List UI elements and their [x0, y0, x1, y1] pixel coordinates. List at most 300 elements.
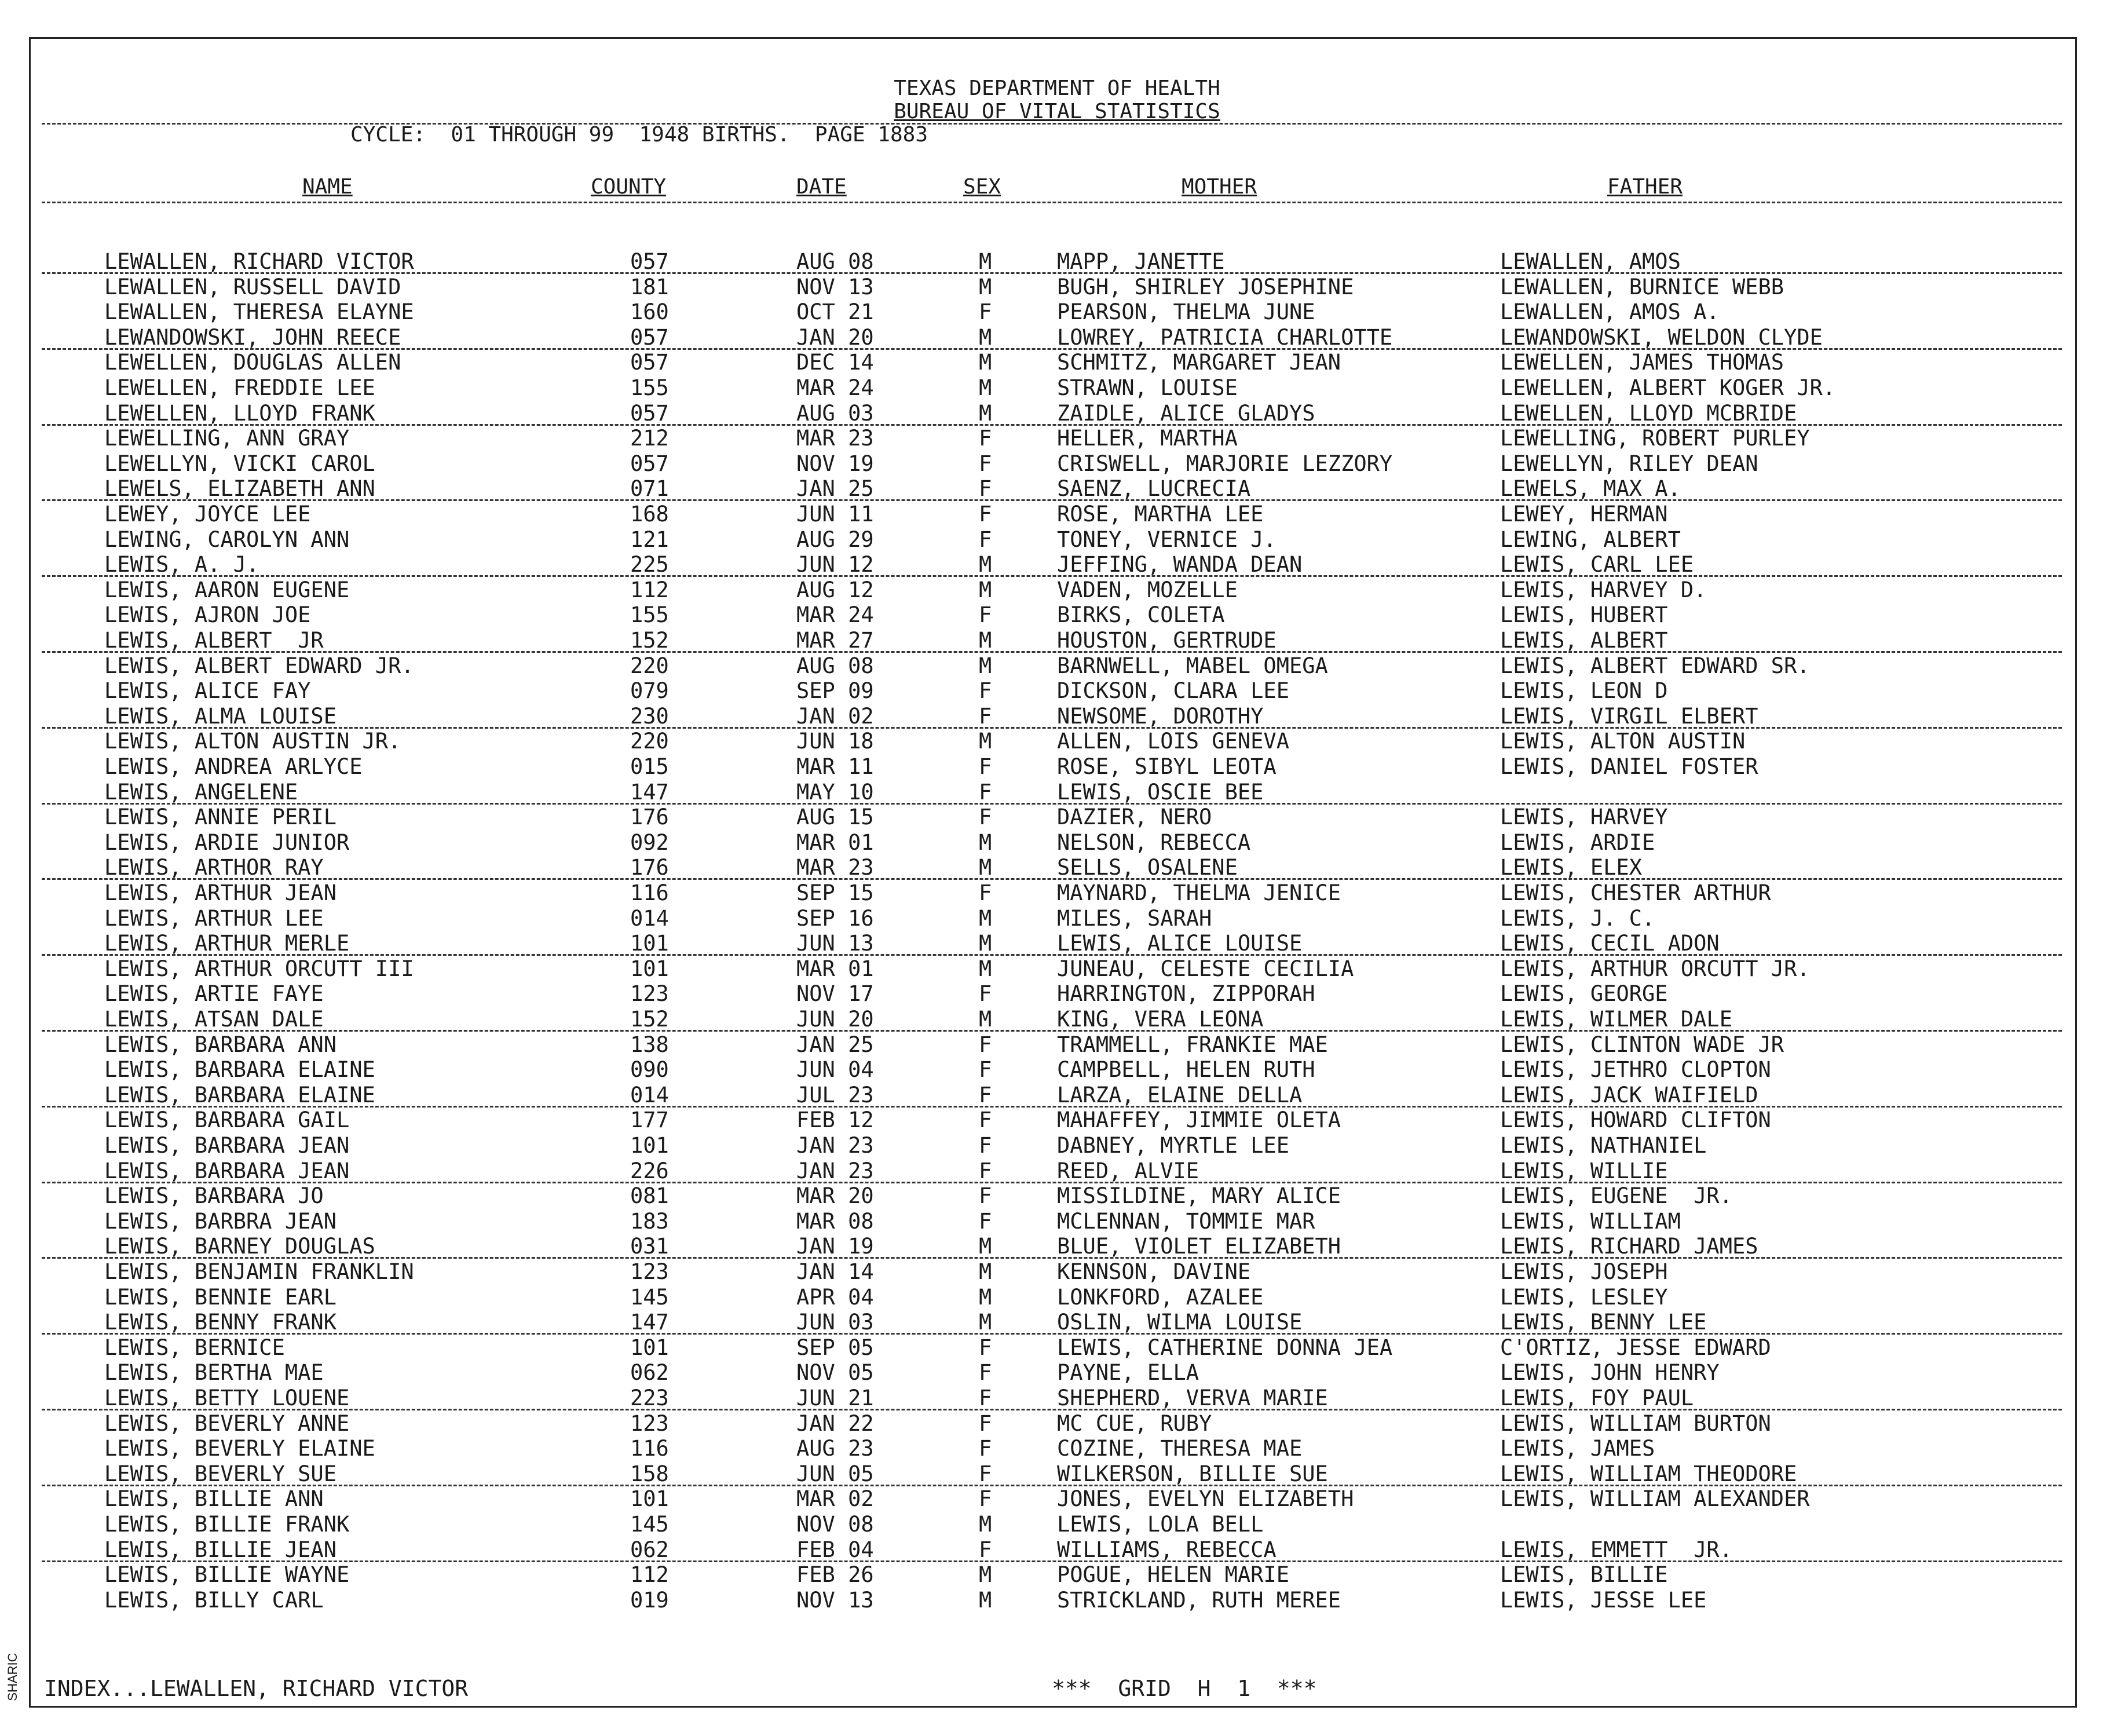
cell-sex: M — [979, 375, 992, 400]
cell-name: LEWIS, BILLIE WAYNE — [104, 1562, 350, 1588]
table-row — [0, 704, 2114, 729]
cell-father: LEWIS, DANIEL FOSTER — [1500, 754, 1758, 779]
cell-sex: F — [979, 476, 992, 502]
cell-date: DEC 14 — [796, 350, 874, 375]
cell-county: 112 — [630, 1562, 669, 1588]
cell-father: LEWIS, HUBERT — [1500, 602, 1668, 628]
cell-name: LEWIS, BARBARA ELAINE — [104, 1082, 375, 1108]
cell-sex: M — [979, 274, 992, 299]
cell-sex: F — [979, 981, 992, 1007]
cell-county: 158 — [630, 1461, 669, 1486]
cell-county: 014 — [630, 905, 669, 931]
cell-name: LEWIS, AARON EUGENE — [104, 577, 350, 602]
table-row — [0, 527, 2114, 553]
cell-date: SEP 15 — [796, 880, 874, 905]
cell-mother: LEWIS, LOLA BELL — [1057, 1512, 1264, 1537]
cell-mother: KENNSON, DAVINE — [1057, 1259, 1251, 1284]
cell-mother: BUGH, SHIRLEY JOSEPHINE — [1057, 274, 1354, 299]
cell-name: LEWIS, ALICE FAY — [104, 678, 311, 704]
cell-date: MAR 11 — [796, 754, 874, 779]
table-row — [0, 1411, 2114, 1437]
table-row — [0, 552, 2114, 578]
cell-father: LEWALLEN, AMOS A. — [1500, 299, 1720, 325]
cell-sex: F — [979, 1486, 992, 1512]
column-header-mother: MOTHER — [1182, 175, 1257, 199]
cell-mother: DAZIER, NERO — [1057, 805, 1212, 830]
column-header-name: NAME — [302, 175, 353, 199]
cell-date: JAN 14 — [796, 1259, 874, 1284]
table-row — [0, 880, 2114, 906]
cell-county: 081 — [630, 1183, 669, 1209]
table-row — [0, 1133, 2114, 1158]
cell-father: LEWEY, HERMAN — [1500, 502, 1668, 527]
table-row — [0, 426, 2114, 451]
cell-name: LEWIS, BEVERLY SUE — [104, 1461, 337, 1486]
cell-name: LEWIS, BARBARA GAIL — [104, 1108, 350, 1133]
table-row — [0, 1562, 2114, 1588]
cell-county: 092 — [630, 829, 669, 855]
cell-county: 226 — [630, 1158, 669, 1183]
cell-mother: OSLIN, WILMA LOUISE — [1057, 1310, 1303, 1335]
cell-father: LEWANDOWSKI, WELDON CLYDE — [1500, 324, 1823, 350]
cell-date: AUG 12 — [796, 577, 874, 602]
cell-mother: HOUSTON, GERTRUDE — [1057, 628, 1277, 653]
cell-sex: F — [979, 1133, 992, 1158]
cell-county: 079 — [630, 678, 669, 704]
column-header-sex: SEX — [963, 175, 1001, 199]
cell-date: NOV 13 — [796, 274, 874, 299]
cell-date: SEP 09 — [796, 678, 874, 704]
cell-mother: MAPP, JANETTE — [1057, 249, 1225, 274]
cell-father: LEWELS, MAX A. — [1500, 476, 1681, 502]
cell-sex: F — [979, 299, 992, 325]
cell-name: LEWIS, ALBERT EDWARD JR. — [104, 653, 414, 678]
cell-father: LEWIS, VIRGIL ELBERT — [1500, 703, 1758, 729]
cell-date: MAR 23 — [796, 855, 874, 880]
cell-mother: PEARSON, THELMA JUNE — [1057, 299, 1315, 325]
cell-name: LEWIS, A. J. — [104, 552, 259, 578]
cell-date: FEB 04 — [796, 1537, 874, 1562]
cell-mother: SAENZ, LUCRECIA — [1057, 476, 1251, 502]
cell-county: 220 — [630, 653, 669, 678]
cell-mother: COZINE, THERESA MAE — [1057, 1436, 1303, 1461]
cell-mother: ALLEN, LOIS GENEVA — [1057, 729, 1289, 754]
cell-county: 057 — [630, 249, 669, 274]
cell-name: LEWIS, BENNIE EARL — [104, 1284, 337, 1310]
table-row — [0, 628, 2114, 653]
cell-county: 160 — [630, 299, 669, 325]
cell-mother: ROSE, SIBYL LEOTA — [1057, 754, 1277, 779]
cell-name: LEWIS, BILLIE JEAN — [104, 1537, 337, 1562]
cell-name: LEWIS, ARTHUR JEAN — [104, 880, 337, 905]
agency-title: TEXAS DEPARTMENT OF HEALTH — [894, 76, 1220, 100]
cell-name: LEWIS, BARBARA ELAINE — [104, 1057, 375, 1083]
cell-name: LEWIS, BEVERLY ANNE — [104, 1410, 350, 1436]
table-row — [0, 502, 2114, 527]
cell-date: AUG 15 — [796, 805, 874, 830]
cell-name: LEWIS, BILLIE ANN — [104, 1486, 324, 1512]
cell-sex: M — [979, 1587, 992, 1613]
cell-date: JUN 05 — [796, 1461, 874, 1486]
table-row — [0, 350, 2114, 375]
cell-county: 071 — [630, 476, 669, 502]
table-row — [0, 906, 2114, 931]
cell-county: 138 — [630, 1032, 669, 1057]
cell-county: 225 — [630, 552, 669, 578]
cell-father: LEWIS, WILLIAM THEODORE — [1500, 1461, 1797, 1486]
cell-sex: M — [979, 577, 992, 602]
cell-father: C'ORTIZ, JESSE EDWARD — [1500, 1335, 1771, 1360]
table-row — [0, 1537, 2114, 1563]
cell-county: 014 — [630, 1082, 669, 1108]
cell-county: 145 — [630, 1512, 669, 1537]
cell-sex: M — [979, 324, 992, 350]
cell-county: 123 — [630, 1259, 669, 1284]
cell-sex: F — [979, 1183, 992, 1209]
cell-county: 101 — [630, 1486, 669, 1512]
cell-county: 181 — [630, 274, 669, 299]
cell-sex: F — [979, 1208, 992, 1234]
table-row — [0, 401, 2114, 426]
cell-date: AUG 23 — [796, 1436, 874, 1461]
cell-sex: M — [979, 729, 992, 754]
cell-sex: F — [979, 678, 992, 704]
cell-county: 145 — [630, 1284, 669, 1310]
cell-sex: M — [979, 1562, 992, 1588]
cell-father: LEWIS, JOSEPH — [1500, 1259, 1668, 1284]
cell-mother: BIRKS, COLETA — [1057, 602, 1225, 628]
cell-father: LEWIS, WILLIAM BURTON — [1500, 1410, 1771, 1436]
cell-mother: ROSE, MARTHA LEE — [1057, 502, 1264, 527]
cell-mother: CRISWELL, MARJORIE LEZZORY — [1057, 451, 1393, 476]
cell-sex: M — [979, 350, 992, 375]
cell-name: LEWIS, BARBRA JEAN — [104, 1208, 337, 1234]
cell-mother: SELLS, OSALENE — [1057, 855, 1238, 880]
cell-date: NOV 13 — [796, 1587, 874, 1613]
cell-sex: M — [979, 653, 992, 678]
cell-name: LEWALLEN, RICHARD VICTOR — [104, 249, 414, 274]
cell-county: 057 — [630, 350, 669, 375]
cell-name: LEWIS, ANGELENE — [104, 779, 298, 805]
cell-father: LEWIS, ALBERT EDWARD SR. — [1500, 653, 1810, 678]
cell-sex: F — [979, 527, 992, 552]
cell-county: 101 — [630, 931, 669, 956]
cell-county: 152 — [630, 628, 669, 653]
table-row — [0, 1486, 2114, 1512]
cell-name: LEWIS, ARTHUR MERLE — [104, 931, 350, 956]
table-row — [0, 1461, 2114, 1487]
cell-date: JUN 18 — [796, 729, 874, 754]
cell-county: 015 — [630, 754, 669, 779]
cell-mother: BLUE, VIOLET ELIZABETH — [1057, 1234, 1341, 1259]
cell-date: OCT 21 — [796, 299, 874, 325]
cell-father: LEWIS, ALTON AUSTIN — [1500, 729, 1746, 754]
cell-sex: F — [979, 880, 992, 905]
cell-date: JUN 03 — [796, 1310, 874, 1335]
margin-label-text: SHARIC — [5, 1653, 20, 1701]
cell-sex: M — [979, 628, 992, 653]
cell-county: 101 — [630, 1335, 669, 1360]
cell-sex: M — [979, 249, 992, 274]
cell-sex: M — [979, 1259, 992, 1284]
cell-sex: M — [979, 1310, 992, 1335]
cell-sex: F — [979, 1158, 992, 1183]
cell-name: LEWIS, ALTON AUSTIN JR. — [104, 729, 401, 754]
cell-county: 101 — [630, 956, 669, 981]
cell-name: LEWALLEN, RUSSELL DAVID — [104, 274, 401, 299]
cell-sex: M — [979, 905, 992, 931]
cell-sex: F — [979, 1057, 992, 1083]
table-row — [0, 1234, 2114, 1259]
cell-county: 101 — [630, 1133, 669, 1158]
cell-mother: NELSON, REBECCA — [1057, 829, 1251, 855]
cell-date: NOV 17 — [796, 981, 874, 1007]
cell-mother: ZAIDLE, ALICE GLADYS — [1057, 400, 1315, 426]
cell-county: 116 — [630, 1436, 669, 1461]
cell-father: LEWIS, WILLIAM ALEXANDER — [1500, 1486, 1810, 1512]
cell-sex: F — [979, 1108, 992, 1133]
cell-mother: MCLENNAN, TOMMIE MAR — [1057, 1208, 1315, 1234]
table-row — [0, 830, 2114, 856]
cell-father: LEWALLEN, BURNICE WEBB — [1500, 274, 1784, 299]
cell-mother: VADEN, MOZELLE — [1057, 577, 1238, 602]
cell-date: AUG 08 — [796, 249, 874, 274]
cell-name: LEWELLEN, FREDDIE LEE — [104, 375, 375, 400]
table-row — [0, 1108, 2114, 1133]
cell-name: LEWIS, BETTY LOUENE — [104, 1386, 350, 1410]
table-row — [0, 653, 2114, 679]
cell-date: FEB 26 — [796, 1562, 874, 1588]
cell-name: LEWELLEN, DOUGLAS ALLEN — [104, 350, 401, 375]
cell-name: LEWIS, ATSAN DALE — [104, 1007, 324, 1032]
table-row — [0, 678, 2114, 704]
cell-sex: F — [979, 502, 992, 527]
cell-date: JUN 13 — [796, 931, 874, 956]
table-row — [0, 1057, 2114, 1083]
index-footer: INDEX...LEWALLEN, RICHARD VICTOR — [44, 1676, 469, 1701]
cell-mother: DICKSON, CLARA LEE — [1057, 678, 1289, 704]
cell-sex: F — [979, 805, 992, 830]
cell-date: NOV 08 — [796, 1512, 874, 1537]
cell-county: 062 — [630, 1537, 669, 1562]
cell-date: JAN 23 — [796, 1158, 874, 1183]
cell-name: LEWIS, ANNIE PERIL — [104, 805, 337, 830]
table-row — [0, 780, 2114, 805]
cell-father: LEWIS, GEORGE — [1500, 981, 1668, 1007]
cell-mother: STRAWN, LOUISE — [1057, 375, 1238, 400]
table-row — [0, 1209, 2114, 1234]
cell-name: LEWIS, BENNY FRANK — [104, 1310, 337, 1335]
cell-father: LEWELLEN, LLOYD MCBRIDE — [1500, 400, 1797, 426]
cell-name: LEWIS, ANDREA ARLYCE — [104, 754, 363, 779]
table-row — [0, 299, 2114, 325]
cell-mother: WILLIAMS, REBECCA — [1057, 1537, 1277, 1562]
cell-father: LEWIS, LEON D — [1500, 678, 1668, 704]
cell-mother: JONES, EVELYN ELIZABETH — [1057, 1486, 1354, 1512]
column-header-father: FATHER — [1607, 175, 1683, 199]
cell-father: LEWELLYN, RILEY DEAN — [1500, 451, 1758, 476]
cell-county: 031 — [630, 1234, 669, 1259]
cell-county: 212 — [630, 426, 669, 451]
cell-name: LEWING, CAROLYN ANN — [104, 527, 350, 552]
cell-name: LEWIS, ARTHOR RAY — [104, 855, 324, 880]
cell-mother: HELLER, MARTHA — [1057, 426, 1238, 451]
cell-county: 168 — [630, 502, 669, 527]
table-row — [0, 249, 2114, 275]
cell-name: LEWELLING, ANN GRAY — [104, 426, 350, 451]
cell-county: 147 — [630, 1310, 669, 1335]
cell-mother: KING, VERA LEONA — [1057, 1007, 1264, 1032]
cell-county: 152 — [630, 1007, 669, 1032]
cell-sex: F — [979, 1032, 992, 1057]
cell-county: 230 — [630, 703, 669, 729]
cell-mother: TRAMMELL, FRANKIE MAE — [1057, 1032, 1328, 1057]
cell-date: JAN 02 — [796, 703, 874, 729]
cell-date: JAN 23 — [796, 1133, 874, 1158]
cell-mother: MISSILDINE, MARY ALICE — [1057, 1183, 1341, 1209]
cell-name: LEWEY, JOYCE LEE — [104, 502, 311, 527]
cell-name: LEWIS, BILLIE FRANK — [104, 1512, 350, 1537]
cycle-info: CYCLE: 01 THROUGH 99 1948 BIRTHS. PAGE 1883 — [350, 123, 928, 147]
cell-date: JAN 19 — [796, 1234, 874, 1259]
cell-mother: WILKERSON, BILLIE SUE — [1057, 1461, 1328, 1486]
cell-father: LEWIS, HARVEY D. — [1500, 577, 1707, 602]
table-row — [0, 729, 2114, 754]
cell-father: LEWIS, HOWARD CLIFTON — [1500, 1108, 1771, 1133]
cell-date: MAR 24 — [796, 602, 874, 628]
table-row — [0, 1310, 2114, 1335]
cell-date: MAR 01 — [796, 829, 874, 855]
cell-father: LEWIS, WILMER DALE — [1500, 1007, 1732, 1032]
cell-father: LEWIS, WILLIAM — [1500, 1208, 1681, 1234]
cell-father: LEWIS, ELEX — [1500, 855, 1643, 880]
table-row — [0, 1083, 2114, 1108]
table-row — [0, 1360, 2114, 1386]
table-row — [0, 855, 2114, 880]
cell-mother: HARRINGTON, ZIPPORAH — [1057, 981, 1315, 1007]
cell-father: LEWIS, CLINTON WADE JR — [1500, 1032, 1784, 1057]
cell-sex: F — [979, 451, 992, 476]
cell-father: LEWIS, LESLEY — [1500, 1284, 1668, 1310]
cell-sex: F — [979, 703, 992, 729]
cell-county: 090 — [630, 1057, 669, 1083]
cell-name: LEWELS, ELIZABETH ANN — [104, 476, 375, 502]
cell-father: LEWIS, JESSE LEE — [1500, 1587, 1707, 1613]
cell-name: LEWIS, BERTHA MAE — [104, 1360, 324, 1386]
cell-mother: MAYNARD, THELMA JENICE — [1057, 880, 1341, 905]
table-row — [0, 476, 2114, 502]
cell-sex: F — [979, 754, 992, 779]
cell-sex: M — [979, 552, 992, 578]
cell-date: NOV 19 — [796, 451, 874, 476]
cell-name: LEWIS, ARTHUR LEE — [104, 905, 324, 931]
table-row — [0, 1386, 2114, 1411]
cell-father: LEWIS, ALBERT — [1500, 628, 1668, 653]
cell-father: LEWELLING, ROBERT PURLEY — [1500, 426, 1810, 451]
cell-county: 116 — [630, 880, 669, 905]
cell-date: MAR 02 — [796, 1486, 874, 1512]
table-row — [0, 1436, 2114, 1461]
cell-county: 155 — [630, 602, 669, 628]
cell-father: LEWIS, JOHN HENRY — [1500, 1360, 1720, 1386]
cell-county: 147 — [630, 779, 669, 805]
table-row — [0, 325, 2114, 350]
table-row — [0, 451, 2114, 477]
cell-father: LEWALLEN, AMOS — [1500, 249, 1681, 274]
cell-county: 183 — [630, 1208, 669, 1234]
table-row — [0, 1259, 2114, 1285]
cell-mother: STRICKLAND, RUTH MEREE — [1057, 1587, 1341, 1613]
cell-name: LEWIS, AJRON JOE — [104, 602, 311, 628]
table-row — [0, 805, 2114, 830]
cell-date: MAR 27 — [796, 628, 874, 653]
table-row — [0, 602, 2114, 628]
cell-mother: SCHMITZ, MARGARET JEAN — [1057, 350, 1341, 375]
cell-mother: SHEPHERD, VERVA MARIE — [1057, 1386, 1328, 1410]
cell-sex: F — [979, 1082, 992, 1108]
cell-mother: LEWIS, CATHERINE DONNA JEA — [1057, 1335, 1393, 1360]
table-row — [0, 1285, 2114, 1310]
table-row — [0, 1032, 2114, 1058]
cell-date: MAR 01 — [796, 956, 874, 981]
cell-father: LEWIS, JAMES — [1500, 1436, 1655, 1461]
cell-sex: F — [979, 426, 992, 451]
cell-county: 176 — [630, 855, 669, 880]
cell-father: LEWIS, JETHRO CLOPTON — [1500, 1057, 1771, 1083]
cell-name: LEWIS, ARTHUR ORCUTT III — [104, 956, 414, 981]
cell-mother: BARNWELL, MABEL OMEGA — [1057, 653, 1328, 678]
cell-mother: MILES, SARAH — [1057, 905, 1212, 931]
column-header-date: DATE — [796, 175, 847, 199]
cell-sex: F — [979, 1461, 992, 1486]
cell-county: 019 — [630, 1587, 669, 1613]
cell-father: LEWIS, ARDIE — [1500, 829, 1655, 855]
cell-sex: M — [979, 1512, 992, 1537]
cell-county: 155 — [630, 375, 669, 400]
cell-sex: F — [979, 1335, 992, 1360]
cell-mother: LEWIS, ALICE LOUISE — [1057, 931, 1303, 956]
table-row — [0, 375, 2114, 401]
cell-name: LEWIS, BARBARA JEAN — [104, 1158, 350, 1183]
cell-name: LEWIS, ALBERT JR — [104, 628, 324, 653]
table-row — [0, 1512, 2114, 1537]
cell-father: LEWIS, RICHARD JAMES — [1500, 1234, 1758, 1259]
cell-date: AUG 29 — [796, 527, 874, 552]
cell-sex: M — [979, 956, 992, 981]
table-row — [0, 754, 2114, 780]
cell-name: LEWELLYN, VICKI CAROL — [104, 451, 375, 476]
cell-father: LEWIS, NATHANIEL — [1500, 1133, 1707, 1158]
cell-father: LEWING, ALBERT — [1500, 527, 1681, 552]
cell-date: JUN 12 — [796, 552, 874, 578]
cell-county: 057 — [630, 324, 669, 350]
cell-father: LEWIS, JACK WAIFIELD — [1500, 1082, 1758, 1108]
cell-date: FEB 12 — [796, 1108, 874, 1133]
cell-name: LEWELLEN, LLOYD FRANK — [104, 400, 375, 426]
cell-sex: F — [979, 1386, 992, 1410]
cell-mother: MC CUE, RUBY — [1057, 1410, 1212, 1436]
cell-county: 057 — [630, 451, 669, 476]
cell-mother: JEFFING, WANDA DEAN — [1057, 552, 1303, 578]
cell-name: LEWIS, BENJAMIN FRANKLIN — [104, 1259, 414, 1284]
cell-name: LEWIS, BERNICE — [104, 1335, 285, 1360]
cell-date: AUG 08 — [796, 653, 874, 678]
cell-date: JUN 21 — [796, 1386, 874, 1410]
cell-county: 062 — [630, 1360, 669, 1386]
cell-mother: NEWSOME, DOROTHY — [1057, 703, 1264, 729]
cell-sex: M — [979, 1007, 992, 1032]
cell-father: LEWIS, J. C. — [1500, 905, 1655, 931]
